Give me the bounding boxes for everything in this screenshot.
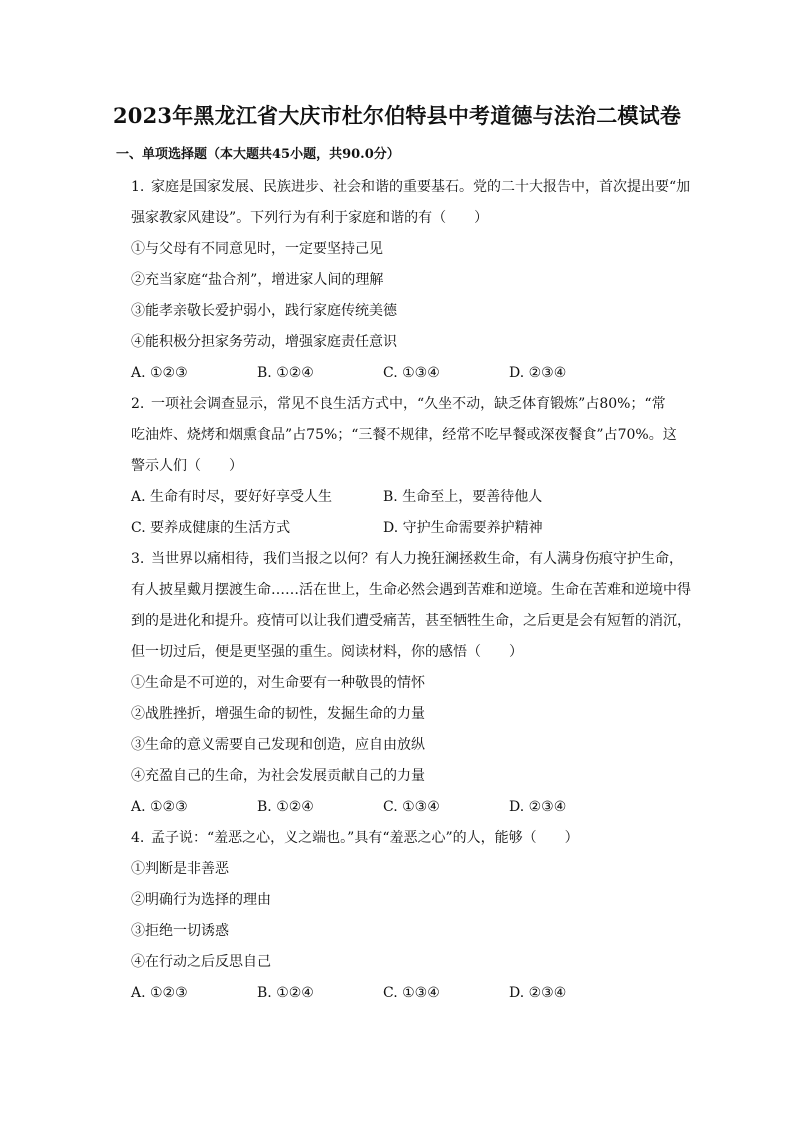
question-number: 2. xyxy=(131,396,145,412)
question-1 xyxy=(131,172,701,389)
question-stem-line: 有人披星戴月摆渡生命……活在世上，生命必然会遇到苦难和逆境。生命在苦难和逆境中得 xyxy=(131,582,691,598)
statement-item: ①与父母有不同意见时，一定要坚持己见 xyxy=(131,241,383,257)
question-stem-line: 到的是进化和提升。疫情可以让我们遭受痛苦，甚至牺牲生命，之后更是会有短暂的消沉， xyxy=(131,613,691,629)
question-2 xyxy=(131,389,701,544)
statement-item: ③拒绝一切诱惑 xyxy=(131,923,229,939)
question-number: 1. xyxy=(131,179,145,195)
option-d[interactable]: D. ②③④ xyxy=(509,799,567,815)
question-4 xyxy=(131,823,701,1009)
option-b[interactable]: B. ①②④ xyxy=(257,365,314,381)
answer-options xyxy=(131,978,701,1009)
question-stem-line: 强家教家风建设”。下列行为有利于家庭和谐的有（ ） xyxy=(131,210,489,226)
statement-item: ③能孝亲敬长爱护弱小，践行家庭传统美德 xyxy=(131,303,397,319)
option-d[interactable]: D. 守护生命需要养护精神 xyxy=(383,520,543,536)
option-b[interactable]: B. ①②④ xyxy=(257,799,314,815)
question-stem-line: 警示人们（ ） xyxy=(131,458,243,474)
statement-item: ②明确行为选择的理由 xyxy=(131,892,271,908)
option-a[interactable]: A. ①②③ xyxy=(131,985,188,1001)
question-number: 4. xyxy=(131,830,145,846)
statement-item: ④能积极分担家务劳动，增强家庭责任意识 xyxy=(131,334,397,350)
answer-options xyxy=(131,792,701,823)
option-c[interactable]: C. ①③④ xyxy=(383,985,440,1001)
statement-item: ②战胜挫折，增强生命的韧性，发掘生命的力量 xyxy=(131,706,425,722)
option-a[interactable]: A. ①②③ xyxy=(131,799,188,815)
option-b[interactable]: B. 生命至上，要善待他人 xyxy=(383,489,543,505)
statement-item: ①生命是不可逆的，对生命要有一种敬畏的情怀 xyxy=(131,675,425,691)
question-stem-line: 3. 当世界以痛相待，我们当报之以何？有人力挽狂澜拯救生命，有人满身伤痕守护生命， xyxy=(131,544,701,575)
question-number: 3. xyxy=(131,551,145,567)
page-title: 2023年黑龙江省大庆市杜尔伯特县中考道德与法治二模试卷 xyxy=(112,103,682,128)
question-3 xyxy=(131,544,701,823)
question-stem-line: 吃油炸、烧烤和烟熏食品”占75%；“三餐不规律，经常不吃早餐或深夜餐食”占70%。这 xyxy=(131,427,677,443)
option-c[interactable]: C. ①③④ xyxy=(383,365,440,381)
section-heading: 一、单项选择题（本大题共45小题，共90.0分） xyxy=(116,147,400,162)
answer-options xyxy=(131,513,701,544)
option-a[interactable]: A. ①②③ xyxy=(131,365,188,381)
question-stem-line: 1. 家庭是国家发展、民族进步、社会和谐的重要基石。党的二十大报告中，首次提出要“加 xyxy=(131,172,701,203)
question-list xyxy=(131,172,701,1009)
question-stem-line: 2. 一项社会调查显示，常见不良生活方式中，“久坐不动，缺乏体育锻炼”占80%；“常 xyxy=(131,389,701,420)
question-stem-line: 4. 孟子说：“羞恶之心，义之端也。”具有“羞恶之心”的人，能够（ ） xyxy=(131,823,701,854)
option-d[interactable]: D. ②③④ xyxy=(509,985,567,1001)
answer-options xyxy=(131,358,701,389)
option-c[interactable]: C. ①③④ xyxy=(383,799,440,815)
option-c[interactable]: C. 要养成健康的生活方式 xyxy=(131,520,291,536)
statement-item: ①判断是非善恶 xyxy=(131,861,229,877)
answer-options xyxy=(131,482,701,513)
statement-item: ③生命的意义需要自己发现和创造，应自由放纵 xyxy=(131,737,425,753)
statement-item: ②充当家庭“盐合剂”，增进家人间的理解 xyxy=(131,272,384,288)
question-stem-line: 但一切过后，便是更坚强的重生。阅读材料，你的感悟（ ） xyxy=(131,644,523,660)
option-b[interactable]: B. ①②④ xyxy=(257,985,314,1001)
statement-item: ④在行动之后反思自己 xyxy=(131,954,271,970)
option-d[interactable]: D. ②③④ xyxy=(509,365,567,381)
statement-item: ④充盈自己的生命，为社会发展贡献自己的力量 xyxy=(131,768,425,784)
option-a[interactable]: A. 生命有时尽，要好好享受人生 xyxy=(131,489,333,505)
